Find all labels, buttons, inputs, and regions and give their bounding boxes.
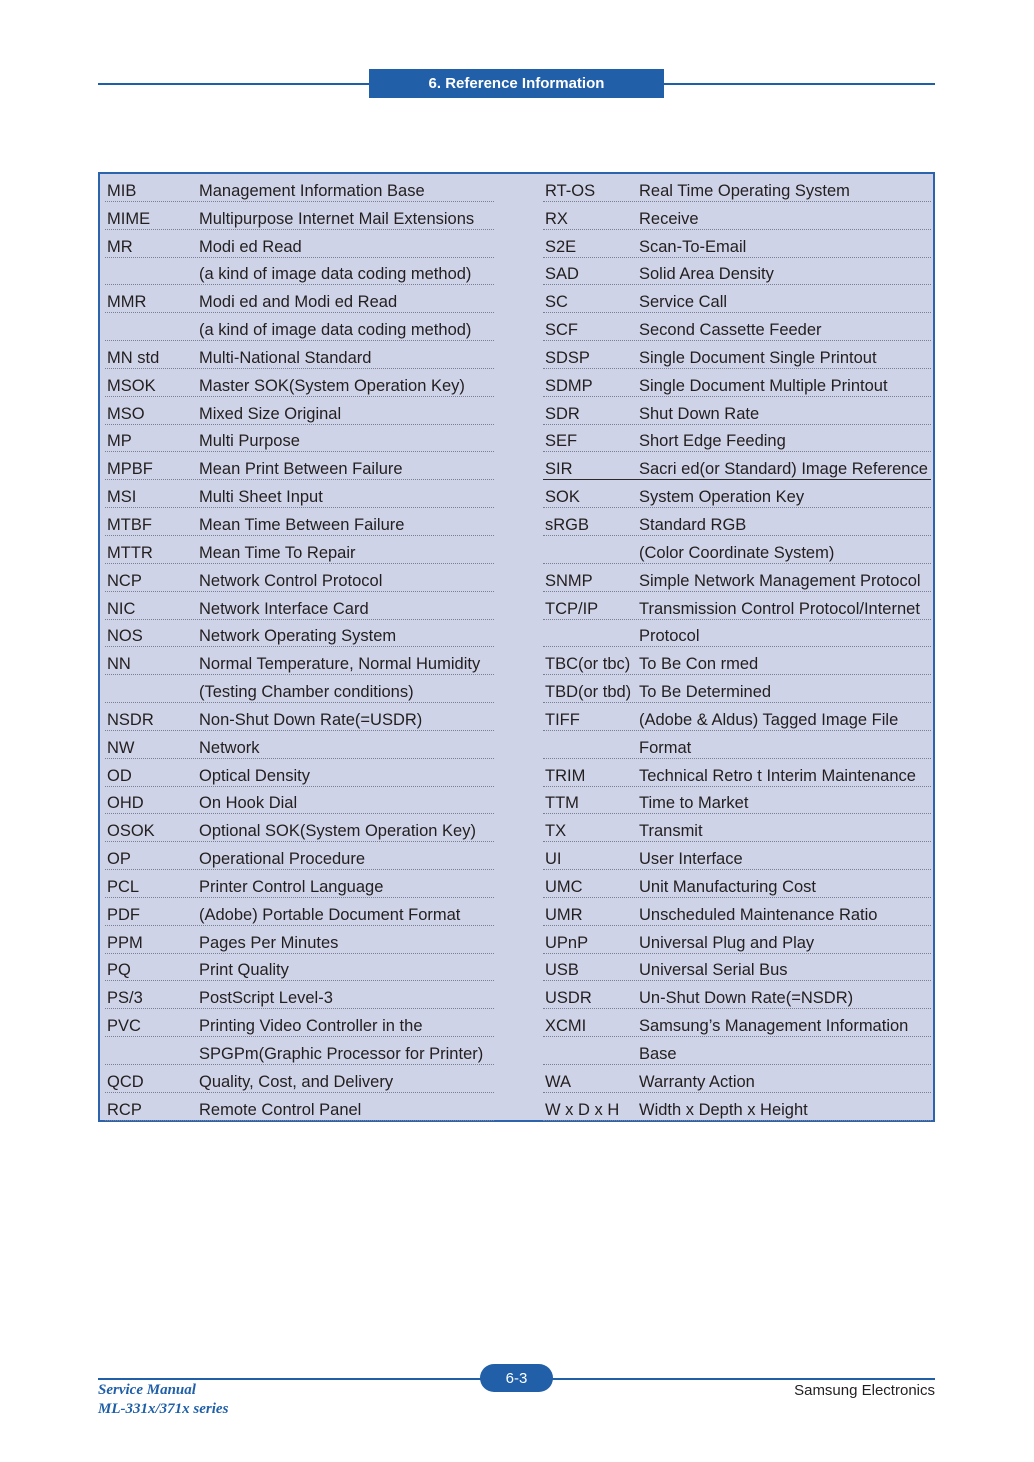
- definition: Samsung’s Management Information: [639, 1017, 909, 1036]
- table-row: [105, 174, 494, 202]
- table-row: [105, 425, 494, 453]
- definition: Protocol: [639, 627, 700, 646]
- table-row: [543, 341, 931, 369]
- definition: Non-Shut Down Rate(=USDR): [199, 710, 423, 729]
- table-row: [105, 814, 494, 842]
- section-title: 6. Reference Information: [369, 69, 664, 98]
- abbreviation: MSOK: [107, 376, 156, 395]
- definition: Standard RGB: [639, 515, 747, 534]
- abbreviation: UMR: [545, 905, 583, 924]
- definition: Service Call: [639, 293, 728, 312]
- table-row: [543, 703, 931, 731]
- table-row: [543, 731, 931, 759]
- abbreviation: SDMP: [545, 376, 593, 395]
- definition: User Interface: [639, 850, 743, 869]
- table-row: [543, 564, 931, 592]
- abbreviation: NW: [107, 738, 135, 757]
- abbreviation: NN: [107, 655, 131, 674]
- table-row: [543, 981, 931, 1009]
- definition: To Be Determined: [639, 683, 772, 702]
- definition: (a kind of image data coding method): [199, 265, 472, 284]
- definition: Normal Temperature, Normal Humidity: [199, 655, 481, 674]
- table-row: [543, 954, 931, 982]
- abbreviation: MIME: [107, 209, 151, 228]
- table-row: [543, 620, 931, 648]
- definition: Shut Down Rate: [639, 404, 760, 423]
- abbreviation: PS/3: [107, 989, 143, 1008]
- definition: Multi Purpose: [199, 432, 300, 451]
- table-row: [543, 425, 931, 453]
- abbreviation: OP: [107, 850, 131, 869]
- definition: (Adobe) Portable Document Format: [199, 905, 461, 924]
- definition: To Be Con rmed: [639, 655, 759, 674]
- table-row: [105, 703, 494, 731]
- table-row: [105, 1037, 494, 1065]
- table-row: [543, 898, 931, 926]
- table-row: [105, 759, 494, 787]
- definition: Quality, Cost, and Delivery: [199, 1072, 394, 1091]
- table-row: [543, 870, 931, 898]
- table-row: [105, 926, 494, 954]
- abbreviation: sRGB: [545, 515, 590, 534]
- table-row: [543, 285, 931, 313]
- definition: On Hook Dial: [199, 794, 298, 813]
- abbreviation: SIR: [545, 460, 573, 479]
- abbreviation: UI: [545, 850, 562, 869]
- table-row: [543, 1009, 931, 1037]
- abbreviation: MSI: [107, 488, 137, 507]
- abbreviation: USB: [545, 961, 579, 980]
- abbreviation: MMR: [107, 293, 147, 312]
- table-row: [105, 285, 494, 313]
- definition: Multi Sheet Input: [199, 488, 323, 507]
- table-row: [543, 647, 931, 675]
- definition: Mean Print Between Failure: [199, 460, 403, 479]
- abbreviation: S2E: [545, 237, 577, 256]
- definition: (a kind of image data coding method): [199, 321, 472, 340]
- abbreviation: OSOK: [107, 822, 155, 841]
- definition: Base: [639, 1045, 677, 1063]
- company-name: Samsung Electronics: [794, 1382, 935, 1399]
- table-row: [105, 230, 494, 258]
- definition: Scan-To-Email: [639, 237, 747, 256]
- table-row: [105, 620, 494, 648]
- definition: Un-Shut Down Rate(=NSDR): [639, 989, 854, 1008]
- abbreviation: PCL: [107, 877, 140, 896]
- definition: SPGPm(Graphic Processor for Printer): [199, 1045, 484, 1063]
- abbreviation: MP: [107, 432, 132, 451]
- table-row: [543, 313, 931, 341]
- table-row: [105, 564, 494, 592]
- definition: Optional SOK(System Operation Key): [199, 822, 476, 841]
- table-row: [105, 258, 494, 286]
- abbreviation: SDSP: [545, 348, 590, 367]
- abbreviation: WA: [545, 1072, 571, 1091]
- abbreviation: TTM: [545, 794, 579, 813]
- definition: Solid Area Density: [639, 265, 774, 284]
- table-row: [105, 842, 494, 870]
- definition: Sacri ed(or Standard) Image Reference: [639, 460, 928, 479]
- table-row: [543, 369, 931, 397]
- definition: Mean Time To Repair: [199, 543, 356, 562]
- definition: Network Control Protocol: [199, 571, 383, 590]
- table-row: [105, 898, 494, 926]
- definition: Print Quality: [199, 961, 289, 980]
- table-row: [105, 592, 494, 620]
- definition: Network: [199, 738, 260, 757]
- definition: Management Information Base: [199, 181, 425, 200]
- table-row: [105, 397, 494, 425]
- table-row: [105, 508, 494, 536]
- table-row: [105, 954, 494, 982]
- table-row: [543, 258, 931, 286]
- table-row: [105, 202, 494, 230]
- table-row: [105, 870, 494, 898]
- table-row: [105, 647, 494, 675]
- manual-series: ML-331x/371x series: [98, 1401, 229, 1417]
- definition: Master SOK(System Operation Key): [199, 376, 465, 395]
- table-row: [543, 675, 931, 703]
- definition: Short Edge Feeding: [639, 432, 786, 451]
- abbreviation: MTBF: [107, 515, 152, 534]
- definition: Optical Density: [199, 766, 310, 785]
- table-row: [105, 981, 494, 1009]
- table-row: [105, 536, 494, 564]
- table-row: [105, 369, 494, 397]
- table-row: [543, 1037, 931, 1065]
- definition: Second Cassette Feeder: [639, 321, 822, 340]
- abbreviation: PVC: [107, 1017, 141, 1036]
- table-row: [105, 1093, 494, 1121]
- abbreviation: TRIM: [545, 766, 586, 785]
- table-row: [543, 842, 931, 870]
- abbreviation: NCP: [107, 571, 142, 590]
- table-row: [543, 926, 931, 954]
- table-row: [105, 675, 494, 703]
- right-column: [543, 174, 931, 1121]
- abbreviation: RX: [545, 209, 568, 228]
- abbreviation: SCF: [545, 321, 578, 340]
- abbreviation: SAD: [545, 265, 579, 284]
- definition: Printer Control Language: [199, 877, 384, 896]
- definition: (Testing Chamber conditions): [199, 683, 414, 702]
- definition: Multi-National Standard: [199, 348, 372, 367]
- abbreviation: MR: [107, 237, 133, 256]
- definition: Receive: [639, 209, 699, 228]
- definition: Universal Serial Bus: [639, 961, 788, 980]
- table-row: [105, 452, 494, 480]
- abbreviation: UPnP: [545, 933, 589, 952]
- abbreviation: RT-OS: [545, 181, 596, 200]
- abbreviation: TBC(or tbc): [545, 655, 631, 674]
- table-row: [543, 1065, 931, 1093]
- abbreviation: SC: [545, 293, 568, 312]
- table-row: [543, 814, 931, 842]
- abbreviation: OHD: [107, 794, 144, 813]
- abbreviation-table: [98, 172, 935, 1122]
- table-row: [543, 536, 931, 564]
- table-row: [105, 480, 494, 508]
- table-row: [543, 787, 931, 815]
- definition: Mixed Size Original: [199, 404, 342, 423]
- table-row: [543, 480, 931, 508]
- table-row: [543, 230, 931, 258]
- abbreviation: RCP: [107, 1100, 142, 1119]
- table-row: [105, 731, 494, 759]
- definition: System Operation Key: [639, 488, 805, 507]
- abbreviation: MIB: [107, 181, 137, 200]
- abbreviation: PPM: [107, 933, 143, 952]
- abbreviation: TX: [545, 822, 567, 841]
- definition: Modi ed Read: [199, 237, 302, 256]
- abbreviation: NIC: [107, 599, 136, 618]
- definition: Printing Video Controller in the: [199, 1017, 423, 1036]
- definition: Pages Per Minutes: [199, 933, 339, 952]
- manual-title: Service Manual: [98, 1382, 196, 1398]
- abbreviation: UMC: [545, 877, 583, 896]
- table-row: [543, 452, 931, 480]
- abbreviation: XCMI: [545, 1017, 587, 1036]
- page-number: 6-3: [480, 1364, 553, 1392]
- abbreviation: TBD(or tbd): [545, 683, 632, 702]
- definition: Operational Procedure: [199, 850, 366, 869]
- table-row: [543, 592, 931, 620]
- definition: Remote Control Panel: [199, 1100, 362, 1119]
- abbreviation: TCP/IP: [545, 599, 599, 618]
- abbreviation: SDR: [545, 404, 580, 423]
- abbreviation: MTTR: [107, 543, 153, 562]
- abbreviation: PDF: [107, 905, 140, 924]
- abbreviation: TIFF: [545, 710, 580, 729]
- table-row: [543, 1093, 931, 1121]
- definition: Universal Plug and Play: [639, 933, 815, 952]
- left-column: [105, 174, 494, 1121]
- definition: (Adobe & Aldus) Tagged Image File: [639, 710, 899, 729]
- abbreviation: SOK: [545, 488, 580, 507]
- table-row: [543, 202, 931, 230]
- table-row: [105, 341, 494, 369]
- definition: Network Operating System: [199, 627, 397, 646]
- definition: Network Interface Card: [199, 599, 369, 618]
- abbreviation: W x D x H: [545, 1100, 620, 1119]
- table-row: [105, 1065, 494, 1093]
- abbreviation: MSO: [107, 404, 145, 423]
- definition: Unscheduled Maintenance Ratio: [639, 905, 878, 924]
- definition: Transmit: [639, 822, 703, 841]
- definition: Multipurpose Internet Mail Extensions: [199, 209, 475, 228]
- definition: Single Document Single Printout: [639, 348, 877, 367]
- definition: Technical Retro t Interim Maintenance: [639, 766, 916, 785]
- abbreviation: QCD: [107, 1072, 144, 1091]
- definition: Real Time Operating System: [639, 181, 850, 200]
- definition: Modi ed and Modi ed Read: [199, 293, 398, 312]
- definition: Format: [639, 738, 692, 757]
- table-row: [105, 313, 494, 341]
- table-row: [105, 1009, 494, 1037]
- abbreviation: NSDR: [107, 710, 154, 729]
- abbreviation: MN std: [107, 348, 160, 367]
- definition: Mean Time Between Failure: [199, 515, 405, 534]
- definition: (Color Coordinate System): [639, 543, 835, 562]
- table-row: [543, 759, 931, 787]
- abbreviation: OD: [107, 766, 132, 785]
- table-row: [543, 397, 931, 425]
- abbreviation: USDR: [545, 989, 592, 1008]
- table-row: [105, 787, 494, 815]
- abbreviation: SEF: [545, 432, 578, 451]
- definition: Single Document Multiple Printout: [639, 376, 888, 395]
- definition: Width x Depth x Height: [639, 1100, 808, 1119]
- abbreviation: NOS: [107, 627, 143, 646]
- table-row: [543, 174, 931, 202]
- definition: Time to Market: [639, 794, 749, 813]
- table-row: [543, 508, 931, 536]
- abbreviation: SNMP: [545, 571, 593, 590]
- definition: Simple Network Management Protocol: [639, 571, 921, 590]
- definition: Warranty Action: [639, 1072, 755, 1091]
- abbreviation: PQ: [107, 961, 131, 980]
- definition: Unit Manufacturing Cost: [639, 877, 816, 896]
- definition: Transmission Control Protocol/Internet: [639, 599, 920, 618]
- abbreviation: MPBF: [107, 460, 153, 479]
- definition: PostScript Level-3: [199, 989, 333, 1008]
